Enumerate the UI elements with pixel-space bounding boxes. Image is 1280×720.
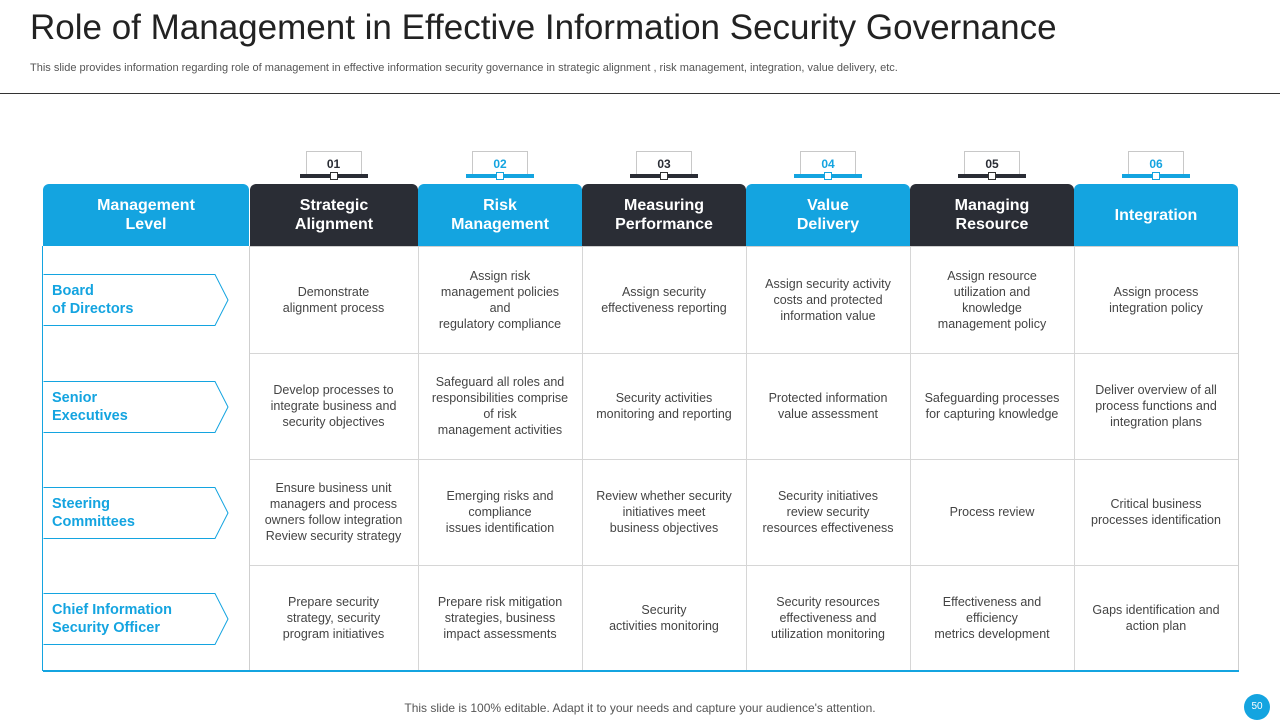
column-number: 06 bbox=[1128, 151, 1184, 175]
table-cell: Demonstrate alignment process bbox=[282, 284, 385, 315]
column-header: Integration bbox=[1074, 184, 1238, 246]
management-level-header: Management Level bbox=[43, 184, 249, 246]
footer-note: This slide is 100% editable. Adapt it to your needs and capture your audience's attention. bbox=[404, 701, 876, 715]
page-number-badge: 50 bbox=[1244, 694, 1270, 720]
row-label-0 bbox=[43, 274, 229, 326]
title-divider bbox=[0, 93, 1280, 94]
column-number: 02 bbox=[472, 151, 528, 175]
row-label-1 bbox=[43, 381, 229, 433]
table-cell: Ensure business unit managers and process owners follow integration Review security strategy bbox=[264, 481, 403, 543]
table-cell: Review whether security initiatives meet business objectives bbox=[596, 489, 732, 535]
slide-title: Role of Management in Effective Information Security Governance bbox=[30, 8, 1057, 47]
row-label-text: Senior Executives bbox=[52, 390, 128, 424]
column-header: Strategic Alignment bbox=[250, 184, 418, 246]
table-cell: Security resources effectiveness and utilization monitoring bbox=[771, 595, 885, 641]
column-header: Risk Management bbox=[418, 184, 582, 246]
number-tag-knob bbox=[1152, 172, 1160, 180]
row-label-text: Steering Committees bbox=[52, 496, 135, 530]
table-cell: Gaps identification and action plan bbox=[1092, 603, 1220, 633]
column-number-tag bbox=[472, 151, 528, 179]
table-cell: Assign risk management policies and regulatory compliance bbox=[438, 268, 562, 331]
table-cell: Assign process integration policy bbox=[1109, 284, 1203, 315]
column-number-tag bbox=[1128, 151, 1184, 179]
number-tag-knob bbox=[496, 172, 504, 180]
column-header: Measuring Performance bbox=[582, 184, 746, 246]
table-cell: Process review bbox=[949, 505, 1035, 519]
table-cell: Assign security effectiveness reporting bbox=[601, 284, 727, 315]
column-header: Managing Resource bbox=[910, 184, 1074, 246]
row-label-3 bbox=[43, 593, 229, 645]
table-cell: Protected information value assessment bbox=[768, 391, 888, 421]
column-number: 04 bbox=[800, 151, 856, 175]
column-header: Value Delivery bbox=[746, 184, 910, 246]
number-tag-knob bbox=[330, 172, 338, 180]
table-cell: Deliver overview of all process functions and integration plans bbox=[1095, 383, 1217, 429]
table-cell: Critical business processes identification bbox=[1091, 497, 1221, 527]
number-tag-knob bbox=[660, 172, 668, 180]
number-tag-knob bbox=[824, 172, 832, 180]
bottom-border bbox=[43, 670, 1239, 672]
table-cell: Safeguarding processes for capturing knowledge bbox=[924, 391, 1060, 421]
column-number-tag bbox=[800, 151, 856, 179]
table-cell: Assign resource utilization and knowledge management policy bbox=[937, 268, 1047, 331]
table-cell: Prepare risk mitigation strategies, business impact assessments bbox=[437, 595, 563, 641]
table-cell: Security activities monitoring and reporting bbox=[596, 391, 732, 421]
column-number-tag bbox=[636, 151, 692, 179]
left-border bbox=[42, 246, 43, 671]
column-number: 05 bbox=[964, 151, 1020, 175]
column-number-tag bbox=[964, 151, 1020, 179]
row-label-2 bbox=[43, 487, 229, 539]
row-label-text: Chief Information Security Officer bbox=[52, 602, 173, 636]
table-cell: Effectiveness and efficiency metrics development bbox=[934, 595, 1050, 641]
row-label-text: Board of Directors bbox=[52, 283, 134, 317]
table-cell: Safeguard all roles and responsibilities comprise of risk management activities bbox=[431, 375, 569, 437]
table-cell: Prepare security strategy, security program initiatives bbox=[282, 595, 385, 641]
table-cell: Security initiatives review security resources effectiveness bbox=[762, 489, 894, 535]
table-cell: Emerging risks and compliance issues identification bbox=[445, 489, 555, 535]
column-number: 01 bbox=[306, 151, 362, 175]
table-cell: Develop processes to integrate business and security objectives bbox=[270, 383, 397, 429]
number-tag-knob bbox=[988, 172, 996, 180]
column-number-tag bbox=[306, 151, 362, 179]
table-cell: Security activities monitoring bbox=[609, 603, 719, 633]
grid-frame bbox=[249, 246, 1239, 671]
slide-subtitle: This slide provides information regarding role of management in effective information security governance in strategic alignment , risk management, integration, value delivery, etc. bbox=[30, 62, 898, 74]
column-number: 03 bbox=[636, 151, 692, 175]
table-cell: Assign security activity costs and protected information value bbox=[765, 276, 891, 323]
